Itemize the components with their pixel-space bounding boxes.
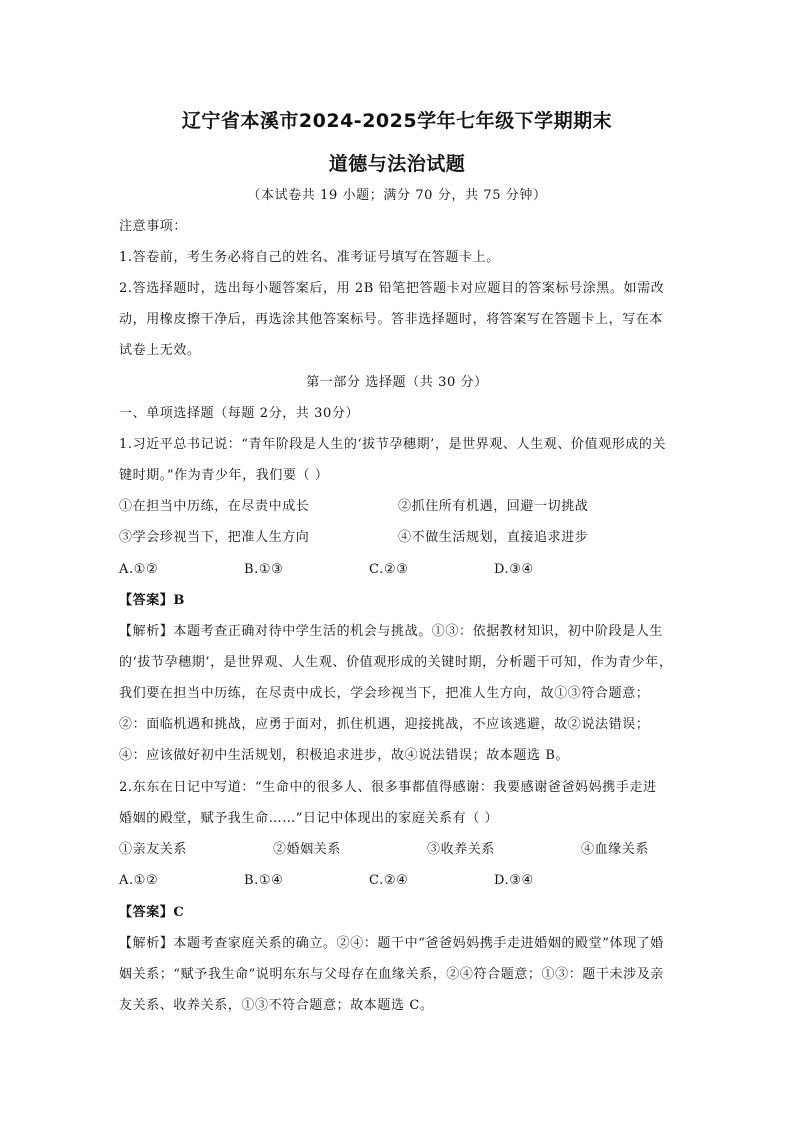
q2-statement-3: ③收养关系: [427, 842, 496, 857]
q1-explanation-line2: 的‘拔节孕穗期’，是世界观、人生观、价值观形成的关键时期，分析题干可知，作为青少年，: [119, 655, 673, 670]
q1-answer: 【答案】B: [119, 593, 185, 608]
q2-stem-line1: 2.东东在日记中写道：“生命中的很多人、很多事都值得感谢：我要感谢爸爸妈妈携手走进: [119, 780, 657, 795]
part1-heading: 第一部分 选择题（共 30 分）: [306, 375, 488, 390]
q1-statement-1: ①在担当中历练，在尽责中成长: [119, 499, 310, 514]
q1-explanation-line3: 我们要在担当中历练，在尽责中成长，学会珍视当下，把准人生方向，故①③符合题意；: [119, 686, 650, 701]
q2-choice-d: D.③④: [494, 873, 534, 888]
exam-title-line2: 道德与法治试题: [328, 153, 466, 175]
notice-item-2-line3: 试卷上无效。: [119, 343, 201, 358]
q1-stem-line1: 1.习近平总书记说：“青年阶段是人生的‘拔节孕穗期’，是世界观、人生观、价值观形成的关: [119, 437, 667, 452]
q1-choice-b: B.①③: [244, 562, 284, 577]
q1-statement-3: ③学会珍视当下，把准人生方向: [119, 530, 310, 545]
q1-choice-c: C.②③: [369, 562, 409, 577]
q1-stem-line2: 键时期。”作为青少年，我们要（ ）: [119, 468, 329, 483]
q2-choice-a: A.①②: [119, 873, 159, 888]
q2-statement-1: ①亲友关系: [119, 842, 188, 857]
notice-item-2-line2: 动，用橡皮擦干净后，再选涂其他答案标号。答非选择题时，将答案写在答题卡上，写在本: [119, 312, 664, 327]
notice-item-1: 1.答卷前，考生务必将自己的姓名、准考证号填写在答题卡上。: [119, 250, 500, 265]
exam-title-line1: 辽宁省本溪市2024-2025学年七年级下学期期末: [181, 110, 613, 132]
notice-heading: 注意事项：: [119, 219, 188, 234]
q1-statement-2: ②抓住所有机遇，回避一切挑战: [398, 499, 589, 514]
q2-explanation-line2: 姻关系；“赋予我生命”说明东东与父母存在血缘关系，②④符合题意；①③：题干未涉及亲: [119, 967, 664, 982]
q2-statement-2: ②婚姻关系: [273, 842, 342, 857]
q1-explanation-line1: 【解析】本题考查正确对待中学生活的机会与挑战。①③：依据教材知识，初中阶段是人生: [119, 624, 664, 639]
q1-choice-a: A.①②: [119, 562, 159, 577]
q1-statement-4: ④不做生活规划，直接追求进步: [398, 530, 589, 545]
q2-answer: 【答案】C: [119, 905, 185, 920]
notice-item-2-line1: 2.答选择题时，选出每小题答案后，用 2B 铅笔把答题卡对应题目的答案标号涂黑。如需改: [119, 281, 665, 296]
q1-explanation-line5: ④：应该做好初中生活规划，积极追求进步，故④说法错误；故本题选 B。: [119, 748, 570, 763]
q2-explanation-line3: 友关系、收养关系，①③不符合题意；故本题选 C。: [119, 998, 434, 1013]
q2-choice-b: B.①④: [244, 873, 284, 888]
exam-subtitle: （本试卷共 19 小题；满分 70 分，共 75 分钟）: [247, 188, 547, 203]
q1-explanation-line4: ②：面临机遇和挑战，应勇于面对，抓住机遇，迎接挑战，不应该逃避，故②说法错误；: [119, 717, 650, 732]
q2-statement-4: ④血缘关系: [581, 842, 650, 857]
q2-stem-line2: 婚姻的殿堂，赋予我生命……”日记中体现出的家庭关系有（ ）: [119, 811, 499, 826]
q1-choice-d: D.③④: [494, 562, 534, 577]
q2-choice-c: C.②④: [369, 873, 409, 888]
section-heading: 一、单项选择题（每题 2分，共 30分）: [119, 406, 360, 421]
q2-explanation-line1: 【解析】本题考查家庭关系的确立。②④：题干中“爸爸妈妈携手走进婚姻的殿堂”体现了婚: [119, 936, 664, 951]
